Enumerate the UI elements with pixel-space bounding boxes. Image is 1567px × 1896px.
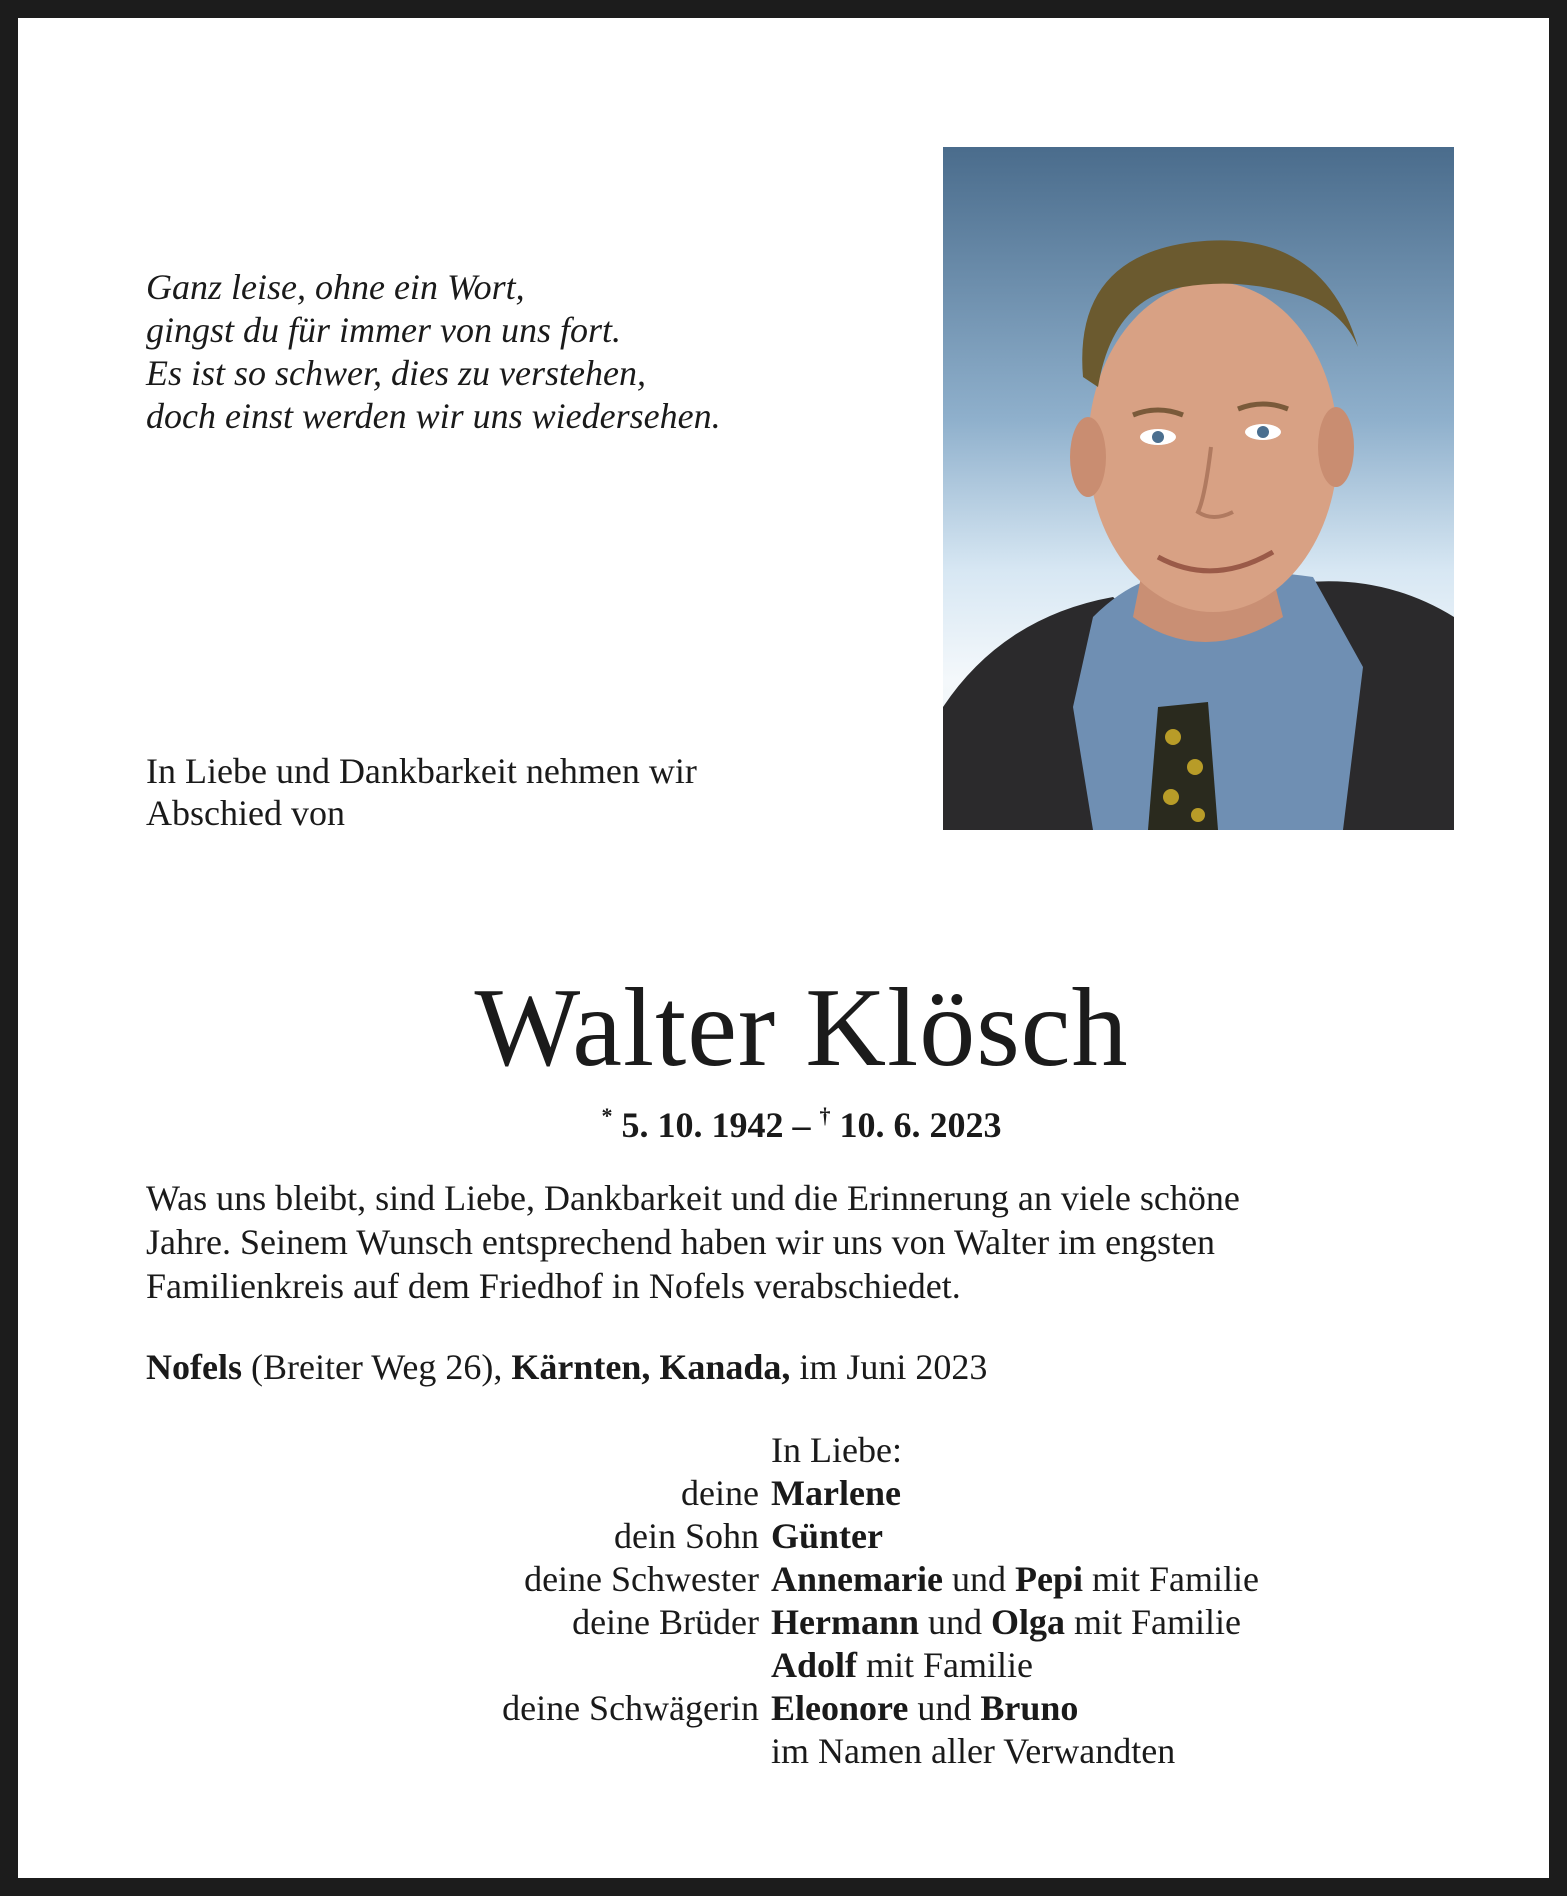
place-town: Nofels bbox=[146, 1347, 242, 1387]
mourner-name: Hermann bbox=[771, 1602, 919, 1642]
mourner-relation: deine bbox=[681, 1473, 759, 1513]
mourner-name: Pepi bbox=[1014, 1559, 1083, 1599]
mourner-conjunction: und bbox=[951, 1559, 1006, 1599]
life-dates bbox=[18, 1091, 1567, 1150]
date-separator: – bbox=[792, 1105, 811, 1145]
mourner-row bbox=[18, 1515, 1567, 1558]
place-regions: Kärnten, Kanada, bbox=[511, 1347, 791, 1387]
mourner-names bbox=[771, 1515, 883, 1558]
birth-symbol: * bbox=[601, 1103, 613, 1128]
mourner-conjunction: und bbox=[928, 1602, 982, 1642]
mourner-suffix: mit Familie bbox=[1091, 1559, 1259, 1599]
mourner-relation: deine Schwägerin bbox=[502, 1688, 759, 1728]
mourner-name: Adolf bbox=[771, 1645, 858, 1685]
mourner-relation: dein Sohn bbox=[613, 1516, 759, 1556]
mourners-list bbox=[18, 1429, 1567, 1773]
intro-line: In Liebe und Dankbarkeit nehmen wir bbox=[146, 751, 697, 791]
mourners-closing: im Namen aller Verwandten bbox=[771, 1731, 1176, 1771]
mourner-name: Bruno bbox=[980, 1688, 1079, 1728]
death-date: 10. 6. 2023 bbox=[839, 1105, 1002, 1145]
deceased-name: Walter Klösch bbox=[474, 966, 1129, 1090]
mourner-row bbox=[18, 1687, 1567, 1730]
body-line: Jahre. Seinem Wunsch entsprechend haben wir uns von Walter im engsten bbox=[146, 1222, 1216, 1262]
mourner-names bbox=[771, 1558, 1259, 1601]
death-symbol: † bbox=[819, 1103, 831, 1128]
mourner-name: Marlene bbox=[771, 1473, 901, 1513]
body-line: Was uns bleibt, sind Liebe, Dankbarkeit und die Erinnerung an viele schöne bbox=[146, 1178, 1240, 1218]
birth-date: 5. 10. 1942 bbox=[621, 1105, 784, 1145]
poem-line: Es ist so schwer, dies zu verstehen, bbox=[146, 353, 646, 393]
closing-row bbox=[18, 1730, 1567, 1773]
mourner-relation: deine Brüder bbox=[572, 1602, 759, 1642]
mourner-name: Annemarie bbox=[771, 1559, 943, 1599]
mourner-row bbox=[18, 1558, 1567, 1601]
intro-line: Abschied von bbox=[146, 793, 345, 833]
announcement-text bbox=[146, 1176, 1466, 1308]
mourner-name: Olga bbox=[991, 1602, 1066, 1642]
portrait-photo bbox=[943, 147, 1454, 830]
mourner-names bbox=[771, 1644, 1033, 1687]
mourner-row bbox=[18, 1644, 1567, 1687]
poem-line: gingst du für immer von uns fort. bbox=[146, 310, 622, 350]
mourner-row bbox=[18, 1472, 1567, 1515]
mourner-name: Eleonore bbox=[771, 1688, 909, 1728]
mourner-name: Günter bbox=[771, 1516, 883, 1556]
mourner-relation: deine Schwester bbox=[524, 1559, 759, 1599]
mourner-names bbox=[771, 1601, 1241, 1644]
mourner-suffix: mit Familie bbox=[866, 1645, 1034, 1685]
memorial-poem bbox=[146, 266, 721, 438]
farewell-intro bbox=[146, 750, 866, 834]
mourners-heading-row bbox=[18, 1429, 1567, 1472]
body-line: Familienkreis auf dem Friedhof in Nofels verabschiedet. bbox=[146, 1266, 961, 1306]
mourner-row bbox=[18, 1601, 1567, 1644]
mourner-names bbox=[771, 1472, 901, 1515]
poem-line: doch einst werden wir uns wiedersehen. bbox=[146, 396, 721, 436]
poem-line: Ganz leise, ohne ein Wort, bbox=[146, 267, 525, 307]
place-and-date bbox=[146, 1345, 987, 1389]
place-date: im Juni 2023 bbox=[799, 1347, 988, 1387]
place-address: (Breiter Weg 26), bbox=[250, 1347, 503, 1387]
mourner-suffix: mit Familie bbox=[1074, 1602, 1242, 1642]
mourner-names bbox=[771, 1687, 1078, 1730]
mourner-conjunction: und bbox=[917, 1688, 972, 1728]
mourners-heading: In Liebe: bbox=[771, 1430, 902, 1470]
portrait-illustration bbox=[943, 147, 1454, 830]
